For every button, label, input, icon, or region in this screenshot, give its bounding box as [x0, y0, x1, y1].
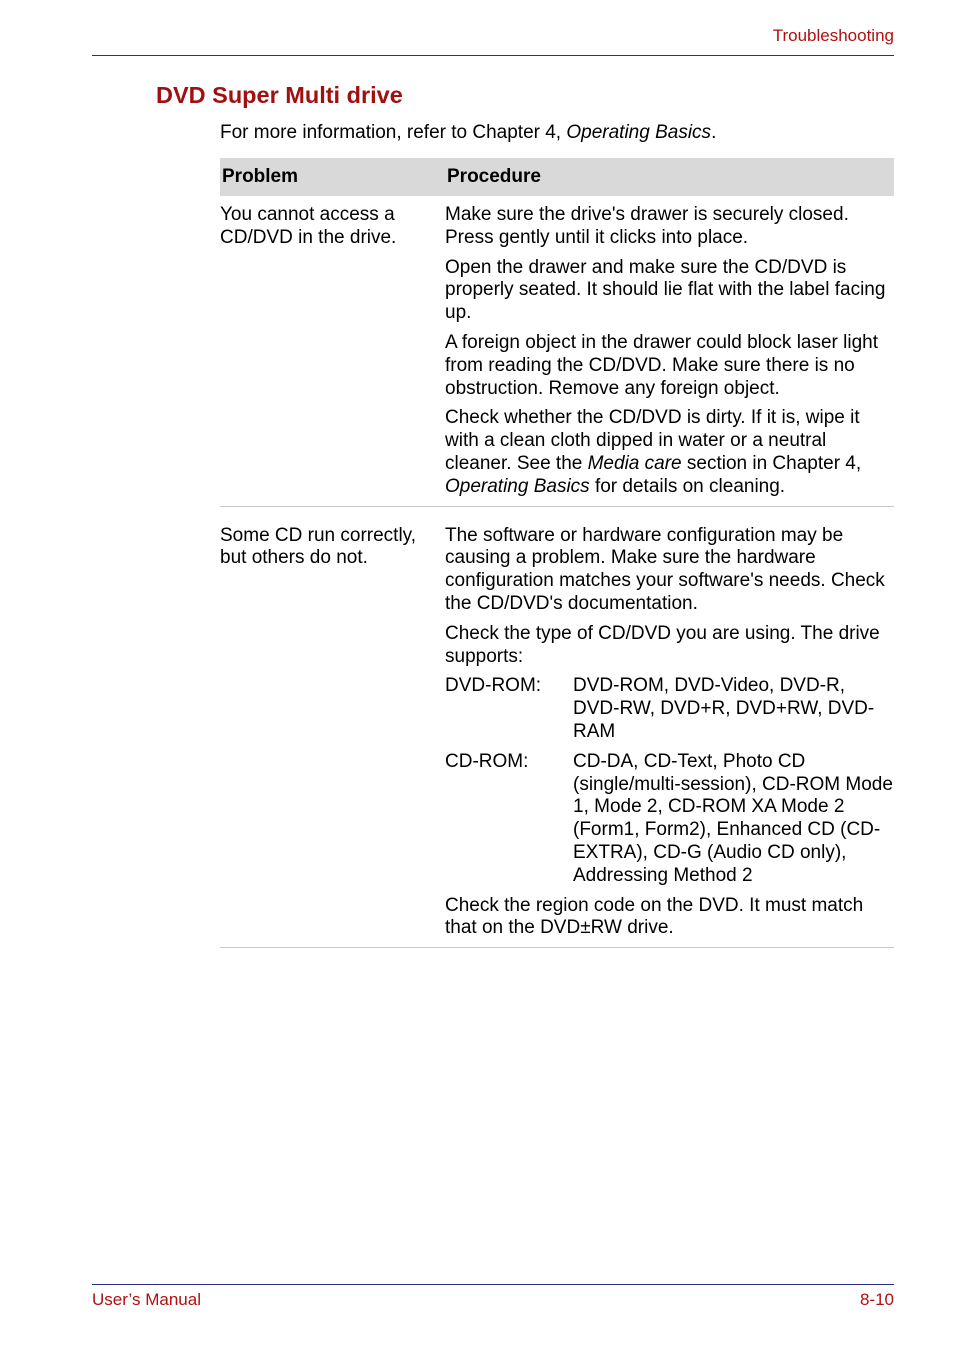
header-divider: [92, 55, 894, 56]
intro-text: For more information, refer to Chapter 4,: [220, 122, 567, 143]
supported-formats-cd: [445, 751, 894, 888]
problem-cell: Some CD run correctly, but others do not.: [220, 524, 417, 569]
footer-divider: [92, 1284, 894, 1285]
intro-paragraph: [220, 122, 716, 144]
italic-ref: Media care: [587, 452, 682, 474]
format-label: CD-ROM:: [445, 750, 529, 772]
text-run: Check whether the CD/DVD is dirty. If it is, wipe it with a clean cloth dipped in water or a neutral cleaner. See the: [445, 407, 860, 474]
format-value: CD-DA, CD-Text, Photo CD (single/multi-session), CD-ROM Mode 1, Mode 2, CD-ROM XA Mode 2 (Form1, Form2), Enhanced CD (CD-EXTRA), CD-G (Audio CD only), Addressing Method 2: [573, 750, 893, 886]
format-label: DVD-ROM:: [445, 675, 542, 697]
running-header: Troubleshooting: [772, 26, 894, 45]
table-header: [220, 158, 894, 196]
table-row: [220, 507, 894, 949]
procedure-paragraph: A foreign object in the drawer could block laser light from reading the CD/DVD. Make sure there is no obstruction. Remove any foreign object.: [445, 331, 879, 399]
table-row: [220, 196, 894, 507]
footer-manual-title: User’s Manual: [92, 1290, 201, 1309]
header-problem: Problem: [222, 166, 299, 187]
text-run: section in Chapter 4,: [681, 452, 862, 474]
procedure-paragraph: Check the type of CD/DVD you are using. The drive supports:: [445, 622, 880, 667]
format-value: DVD-ROM, DVD-Video, DVD-R, DVD-RW, DVD+R, DVD+RW, DVD-RAM: [573, 675, 875, 742]
problem-cell: You cannot access a CD/DVD in the drive.: [220, 204, 397, 248]
troubleshooting-table: [220, 158, 894, 948]
procedure-cell: [445, 525, 894, 941]
procedure-paragraph: Check the region code on the DVD. It must match that on the DVD±RW drive.: [445, 894, 864, 939]
procedure-paragraph: Open the drawer and make sure the CD/DVD is properly seated. It should lie flat with the label facing up.: [445, 256, 886, 324]
procedure-paragraph: Make sure the drive's drawer is securely closed. Press gently until it clicks into place.: [445, 204, 849, 248]
italic-ref: Operating Basics: [445, 475, 590, 497]
intro-suffix: .: [711, 122, 717, 143]
supported-formats-dvd: [445, 675, 894, 743]
procedure-paragraph: The software or hardware configuration may be causing a problem. Make sure the hardware configuration matches your software's needs. Check the CD/DVD's documentation.: [445, 524, 885, 614]
header-procedure: Procedure: [447, 166, 541, 187]
page-number: 8-10: [859, 1290, 894, 1309]
intro-italic-ref: Operating Basics: [566, 122, 712, 143]
procedure-cell: [445, 204, 894, 499]
text-run: for details on cleaning.: [589, 475, 786, 497]
section-title: DVD Super Multi drive: [156, 82, 403, 108]
procedure-paragraph: [445, 407, 894, 498]
